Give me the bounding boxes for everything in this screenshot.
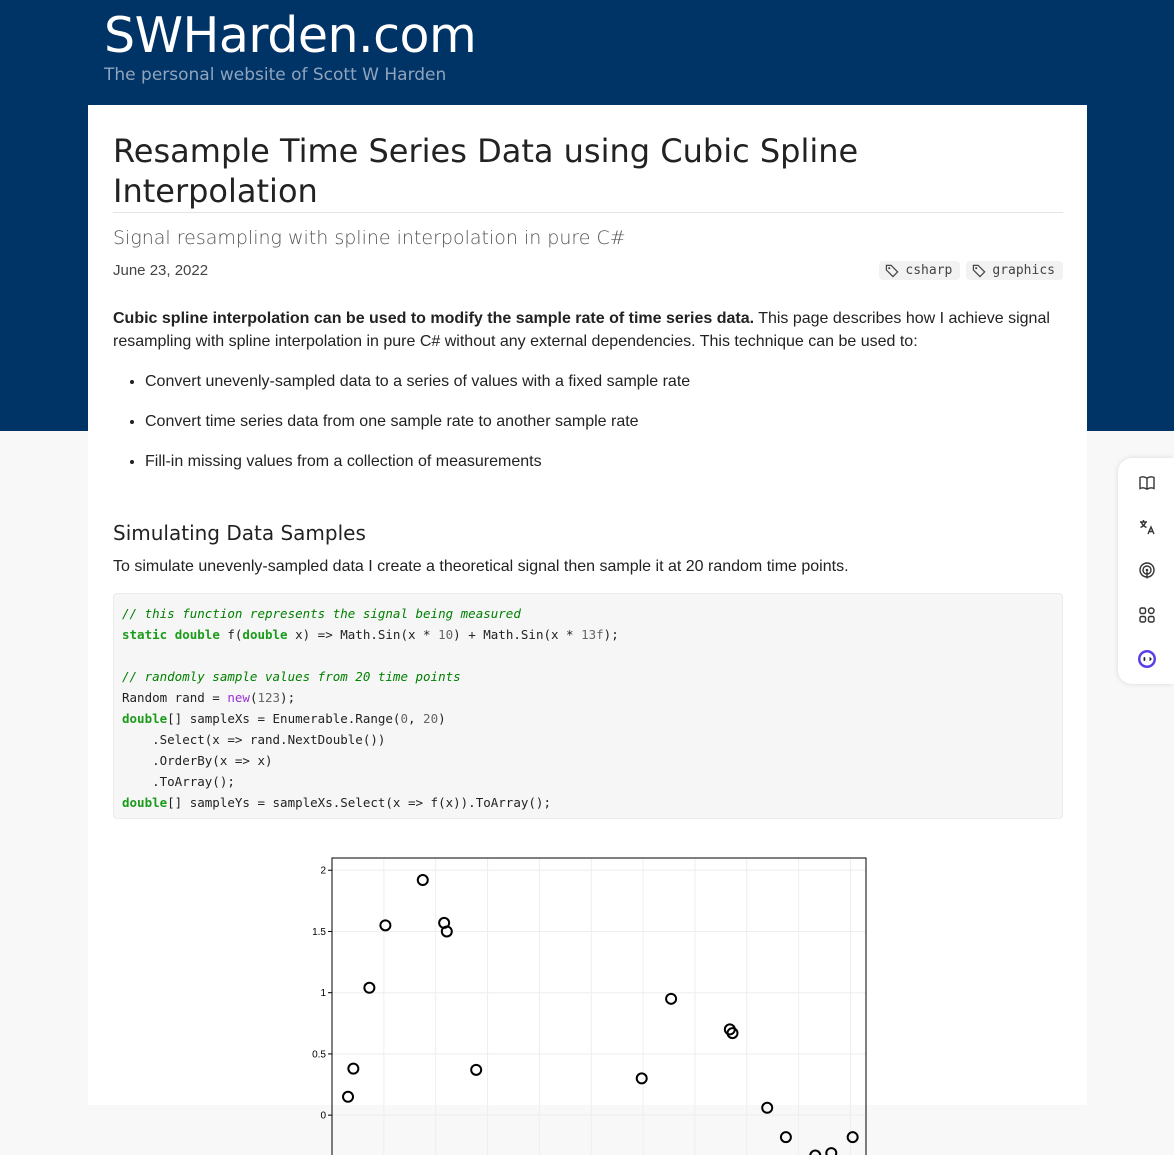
article-content xyxy=(113,105,1063,819)
intro-text: This page describes how I achieve signal resampling with spline interpolation in pure C# without any external dependencies. This technique can be used to: xyxy=(113,310,1050,350)
tag-graphics[interactable] xyxy=(966,261,1063,280)
post-meta xyxy=(113,259,1063,281)
data-point xyxy=(848,1132,858,1142)
broadcast-icon[interactable] xyxy=(1134,558,1160,584)
section-heading: Simulating Data Samples xyxy=(113,521,366,545)
page-title: Resample Time Series Data using Cubic Spline Interpolation xyxy=(113,131,1063,213)
list-item: • Fill-in missing values from a collection of measurements xyxy=(145,450,1063,473)
site-subtitle: The personal website of Scott W Harden xyxy=(104,65,447,85)
data-point xyxy=(364,983,374,993)
book-icon[interactable] xyxy=(1134,470,1160,496)
data-point xyxy=(762,1103,772,1113)
data-point xyxy=(826,1148,836,1155)
data-point xyxy=(666,994,676,1004)
chart-svg xyxy=(288,850,888,1150)
tag-csharp[interactable] xyxy=(879,261,960,280)
site-title[interactable]: SWHarden.com xyxy=(104,7,477,64)
apps-icon[interactable] xyxy=(1134,602,1160,628)
browser-sidebar xyxy=(1118,458,1174,684)
intro-bold: Cubic spline interpolation can be used to modify the sample rate of time series data. xyxy=(113,310,755,327)
code-block[interactable]: // this function represents the signal being measured static double f(double x) => Math.Sin(x * 10) + Math.Sin(x * 13f); // randomly sample values from 20 time points Random rand = new(123); double[] sampleXs = Enumerable.Range(0, 20) .Select(x => rand.NextDouble()) .OrderBy(x => x) .ToArray(); double[] sampleYs = sampleXs.Select(x => f(x)).ToArray(); xyxy=(113,593,1063,819)
tag-label: csharp xyxy=(905,262,953,278)
y-tick-label: 0 xyxy=(320,1110,326,1122)
article-card xyxy=(88,105,1087,1122)
list-item: • Convert time series data from one sample rate to another sample rate xyxy=(145,410,1063,433)
y-tick-label: 2 xyxy=(320,865,326,877)
post-date: June 23, 2022 xyxy=(113,261,209,279)
section-paragraph: To simulate unevenly-sampled data I create a theoretical signal then sample it at 20 random time points. xyxy=(113,558,849,575)
data-point xyxy=(810,1151,820,1155)
plot-frame xyxy=(332,858,866,1155)
data-point xyxy=(637,1073,647,1083)
data-point xyxy=(781,1132,791,1142)
tag-label: graphics xyxy=(992,262,1055,278)
y-tick-label: 1.5 xyxy=(312,926,326,938)
tag-icon xyxy=(885,263,900,278)
scatter-chart xyxy=(288,850,888,1150)
uses-list xyxy=(113,370,1063,473)
data-point xyxy=(380,920,390,930)
y-tick-label: 0.5 xyxy=(312,1049,326,1061)
data-point xyxy=(471,1065,481,1075)
data-point xyxy=(348,1064,358,1074)
page-subtitle: Signal resampling with spline interpolation in pure C# xyxy=(113,227,626,249)
site-header xyxy=(104,6,476,85)
data-point xyxy=(343,1092,353,1102)
y-tick-label: 1 xyxy=(320,988,326,1000)
data-point xyxy=(418,875,428,885)
list-item: • Convert unevenly-sampled data to a series of values with a fixed sample rate xyxy=(145,370,1063,393)
tag-list xyxy=(879,261,1063,280)
intro-paragraph xyxy=(113,307,1063,353)
translate-icon[interactable] xyxy=(1134,514,1160,540)
tag-icon xyxy=(972,263,987,278)
assistant-icon[interactable] xyxy=(1134,646,1160,672)
